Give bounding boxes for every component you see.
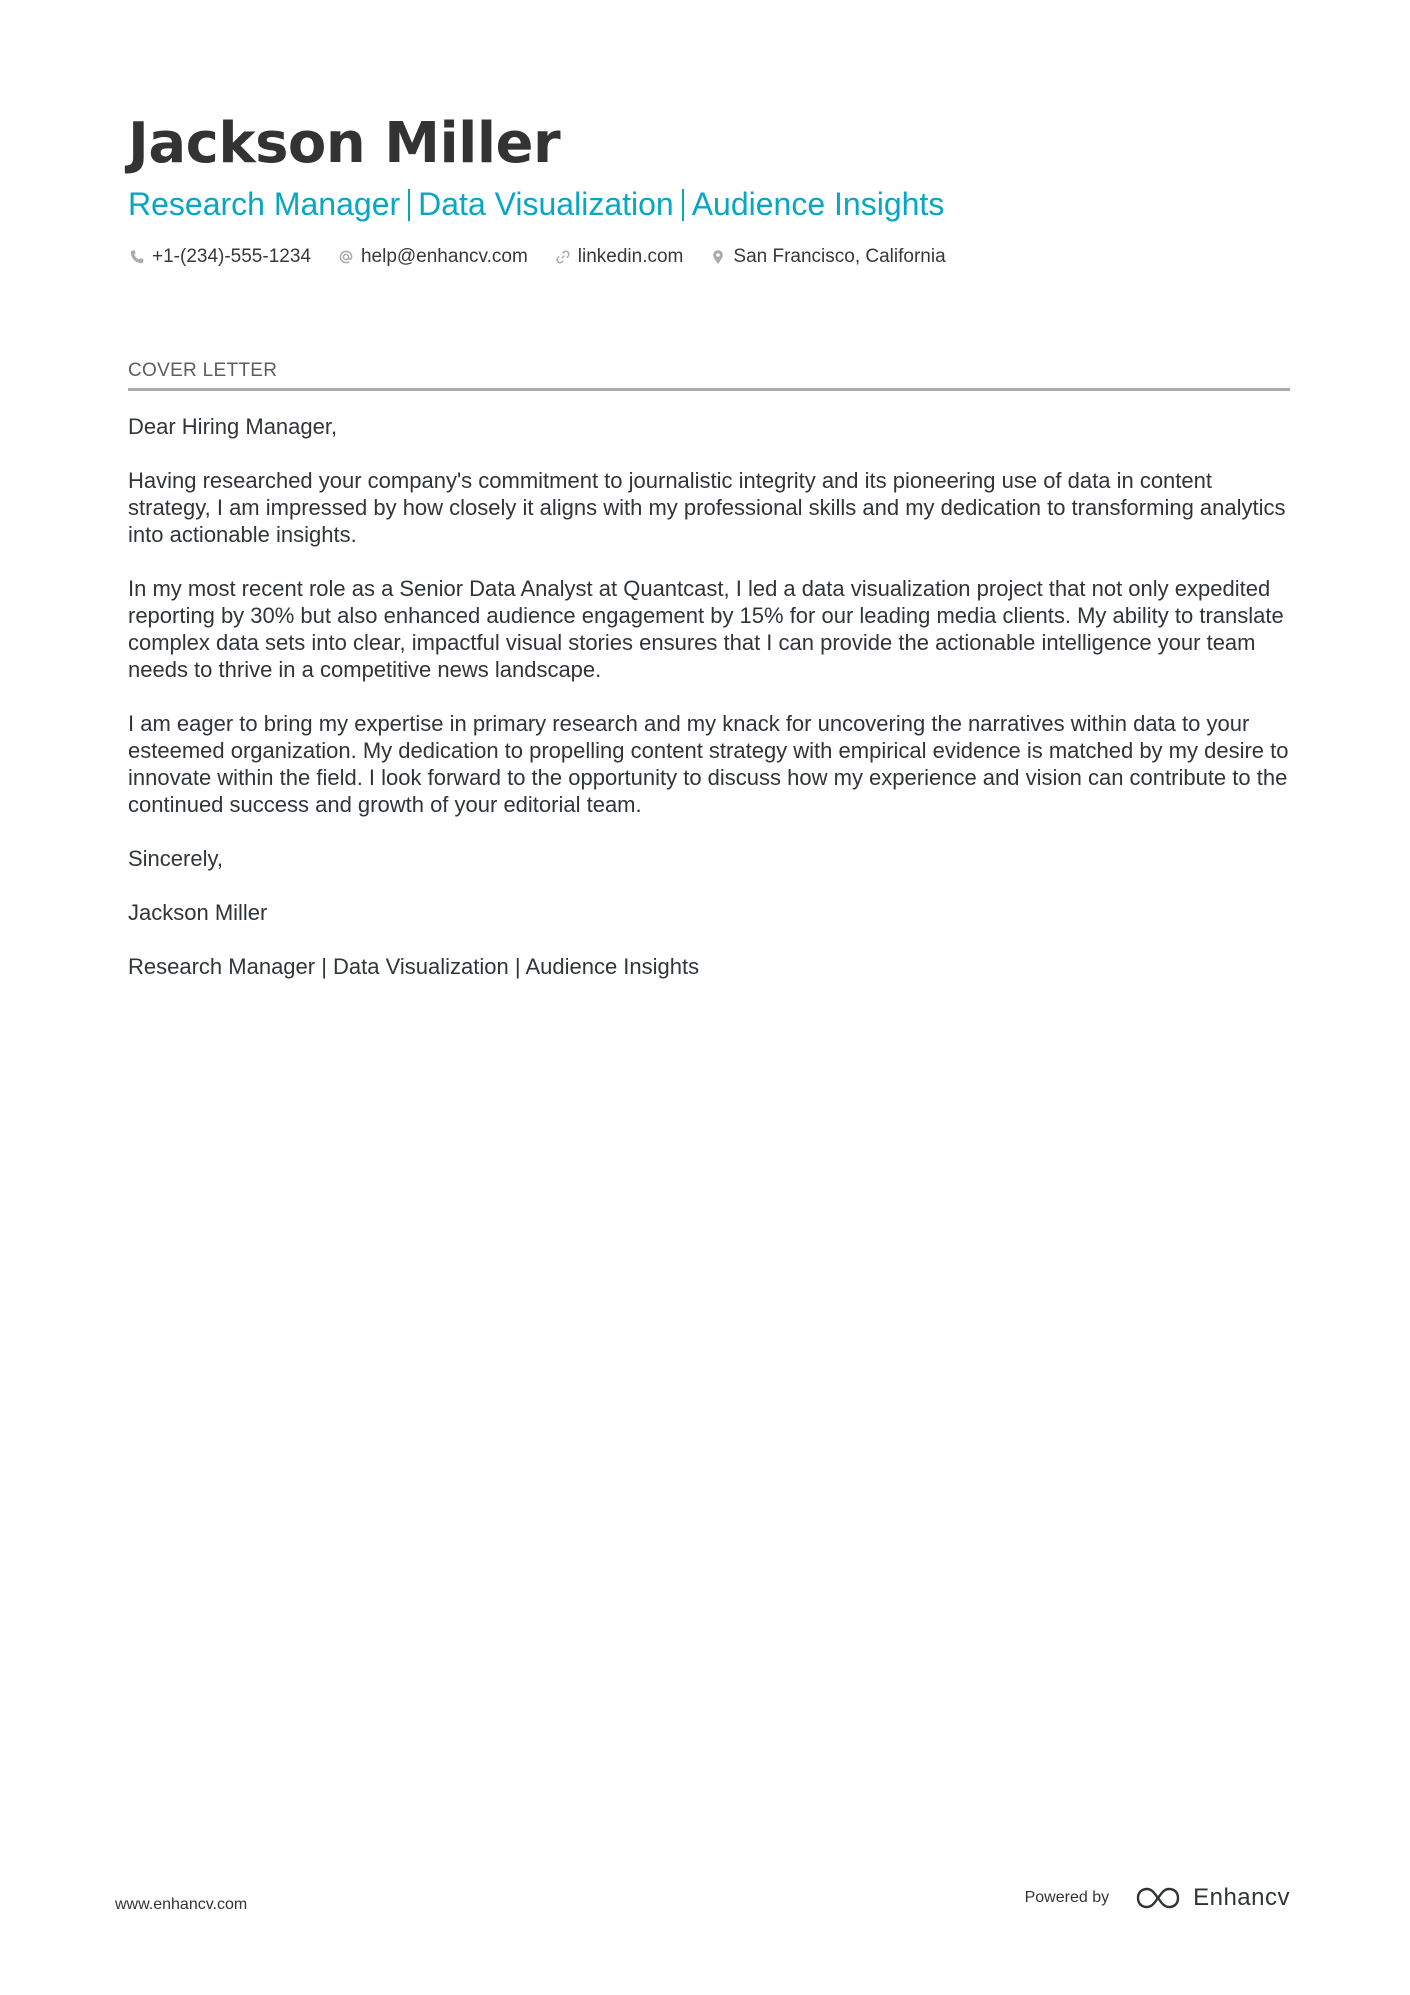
section-title: COVER LETTER [128, 358, 1290, 391]
brand-name: Enhancv [1193, 1884, 1290, 1911]
location-pin-icon [709, 248, 727, 266]
closing: Sincerely, [128, 846, 223, 871]
letter-paragraph-3: I am eager to bring my expertise in primary research and my knack for uncovering the narratives within data to your esteemed organization. My dedication to propelling content strategy with empirical evidence is matched by my desire to innovate within the field. I look forward to the opportunity to discuss how my experience and vision can contribute to the continued success and growth of your editorial team. [128, 711, 1289, 817]
at-icon [337, 248, 355, 266]
link-icon [554, 248, 572, 266]
cover-letter-section [128, 358, 1290, 1007]
letter-paragraph-2: In my most recent role as a Senior Data Analyst at Quantcast, I led a data visualization project that not only expedited reporting by 30% but also enhanced audience engagement by 15% for our leading media clients. My ability to translate complex data sets into clear, impactful visual stories ensures that I can provide the actionable intelligence your team needs to thrive in a competitive news landscape. [128, 576, 1284, 682]
email-text: help@enhancv.com [360, 246, 528, 267]
powered-by-label: Powered by [1024, 1889, 1110, 1906]
contact-phone[interactable] [128, 246, 311, 268]
header [128, 108, 1288, 268]
contact-email[interactable] [337, 246, 528, 268]
headline-separator [408, 189, 410, 221]
headline-part-3: Audience Insights [691, 186, 945, 222]
headline-part-1: Research Manager [128, 186, 401, 222]
greeting: Dear Hiring Manager, [128, 414, 338, 439]
contact-row [128, 246, 1288, 268]
letter-body [128, 413, 1290, 980]
location-text: San Francisco, California [733, 246, 946, 267]
letter-paragraph-1: Having researched your company's commitment to journalistic integrity and its pioneering use of data in content strategy, I am impressed by how closely it aligns with my professional skills and my dedication to transforming analytics into actionable insights. [128, 468, 1286, 547]
headline-separator [682, 189, 684, 221]
contact-link[interactable] [554, 246, 684, 268]
link-text: linkedin.com [577, 246, 684, 267]
phone-icon [128, 248, 146, 266]
footer-website[interactable]: www.enhancv.com [115, 1896, 248, 1913]
phone-text: +1-(234)-555-1234 [152, 246, 311, 267]
headline [128, 184, 1288, 224]
enhancv-logo-icon [1135, 1885, 1181, 1911]
footer-branding [1025, 1884, 1290, 1912]
candidate-name: Jackson Miller [128, 111, 561, 176]
signature-name: Jackson Miller [128, 900, 268, 925]
brand-logo[interactable] [1135, 1884, 1290, 1912]
headline-part-2: Data Visualization [418, 186, 674, 222]
contact-location [709, 246, 945, 268]
signature-title: Research Manager | Data Visualization | Audience Insights [128, 954, 700, 979]
